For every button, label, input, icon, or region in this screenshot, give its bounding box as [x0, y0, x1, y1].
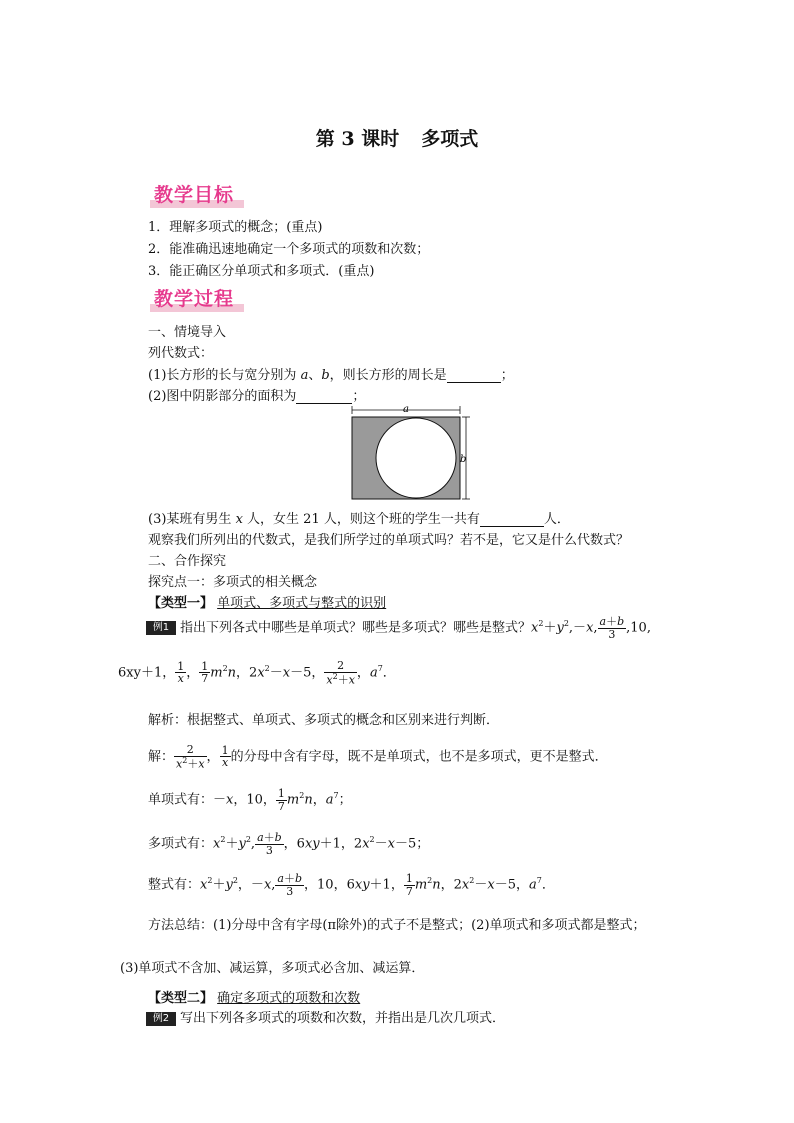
integral-expressions-line: 整式有：$x^2+y^2$，－x, $\frac{a+b}{3}$ ，10，6xy＋1， $\frac{1}{7}$ $m^2n$，$2x^2-x-5$，$a^7$． — [148, 872, 555, 898]
example-1: 例1 指出下列各式中哪些是单项式？哪些是多项式？哪些是整式？$x^2+y^2,-x$, $\frac{a+b}{3}$ ,10, — [146, 616, 651, 640]
question-1: (1)长方形的长与宽分别为 a、b，则长方形的周长是 ； — [148, 368, 514, 383]
example-badge: 例1 — [146, 621, 176, 635]
shaded-rectangle-figure — [340, 400, 480, 504]
goals-banner: 教学目标 — [150, 180, 244, 208]
example-badge: 例2 — [146, 1012, 176, 1026]
polynomials-line: 多项式有：$x^2+y^2$, $\frac{a+b}{3}$ ，6xy＋1，$2x^2-x-5$； — [148, 831, 430, 857]
observe-text: 观察我们所列出的代数式，是我们所学过的单项式吗？若不是，它又是什么代数式？ — [148, 533, 630, 548]
lead-text: 列代数式： — [148, 346, 214, 361]
goal-item: 2．能准确迅速地确定一个多项式的项数和次数； — [148, 242, 430, 257]
solution-text: 解： $\frac{2}{x^2+x}$ ， $\frac{1}{x}$ 的分母中含有字母，既不是单项式，也不是多项式，更不是整式． — [148, 743, 608, 771]
question-2: (2)图中阴影部分的面积为 ； — [148, 389, 366, 404]
example-1-line2: 6xy＋1， $\frac{1}{x}$ ， $\frac{1}{7}$ $m^2n$，$2x^2-x-5$， $\frac{2}{x^2+x}$ ，$a^7$． — [118, 659, 396, 687]
label-a: a — [403, 404, 409, 415]
process-banner: 教学过程 — [150, 284, 244, 312]
page-title: 第 3 课时 多项式 — [315, 128, 479, 150]
example-2: 例2 写出下列各多项式的项数和次数，并指出是几次几项式． — [146, 1007, 505, 1026]
goal-item: 3．能正确区分单项式和多项式．(重点) — [148, 264, 375, 279]
goal-item: 1．理解多项式的概念；(重点) — [148, 220, 323, 235]
analysis-text: 解析：根据整式、单项式、多项式的概念和区别来进行判断． — [148, 713, 500, 728]
method-summary-1: 方法总结：(1)分母中含有字母(π除外)的式子不是整式；(2)单项式和多项式都是整式； — [148, 918, 646, 933]
monomials-line: 单项式有：－x，10， $\frac{1}{7}$ $m^2n$，$a^7$； — [148, 787, 352, 813]
point-heading: 探究点一：多项式的相关概念 — [148, 575, 318, 590]
type-1-heading: 【类型一】 单项式、多项式与整式的识别 — [148, 596, 387, 611]
method-summary-2: (3)单项式不含加、减运算，多项式必含加、减运算． — [120, 961, 425, 976]
section-heading: 一、情境导入 — [148, 325, 227, 340]
section-heading: 二、合作探究 — [148, 554, 227, 569]
question-3: (3)某班有男生 x 人，女生 21 人，则这个班的学生一共有 人． — [148, 512, 570, 527]
type-2-heading: 【类型二】 确定多项式的项数和次数 — [148, 991, 361, 1006]
label-b: b — [460, 454, 467, 465]
